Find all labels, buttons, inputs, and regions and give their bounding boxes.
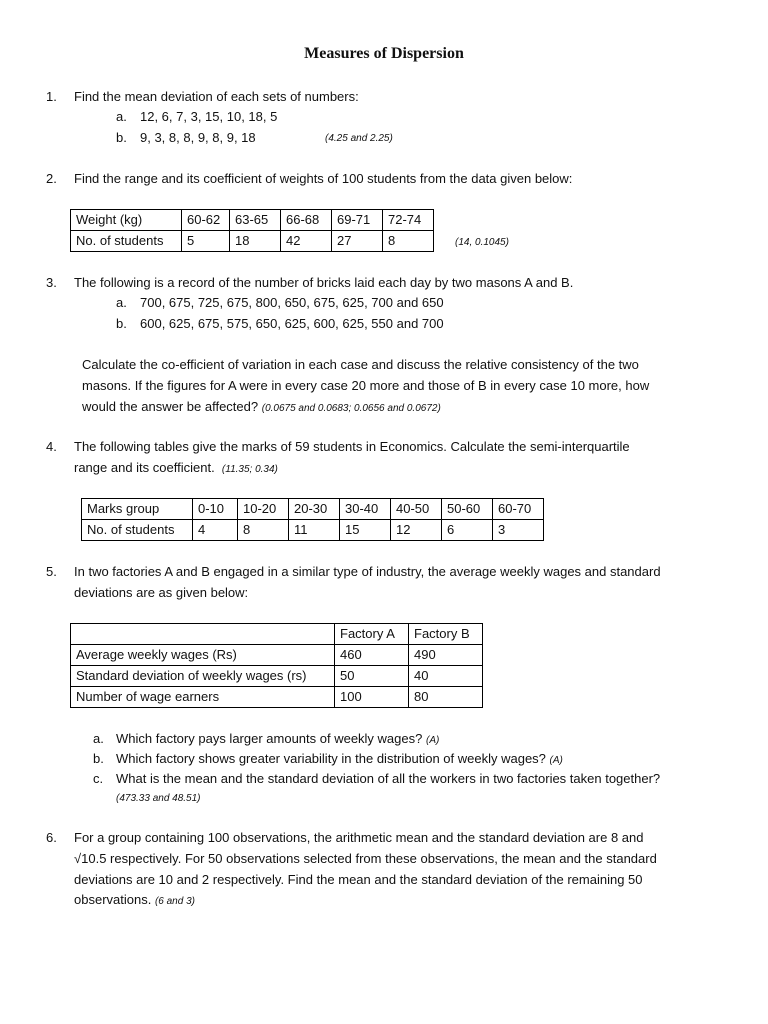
table-cell: 10-20 [238,499,289,520]
q4-line-2 [74,457,278,480]
q5-c-answer: (473.33 and 48.51) [116,793,201,804]
table-cell: 20-30 [289,499,340,520]
table-cell: 60-62 [182,210,230,231]
q5-b-label: b. [93,751,104,766]
table-cell: Factory B [409,624,483,645]
q6-answer: (6 and 3) [154,896,195,907]
table-cell: 50-60 [442,499,493,520]
q6-number: 6. [46,830,57,845]
table-cell: 27 [332,231,383,252]
q3-number: 3. [46,275,57,290]
q4-marks-table [81,498,544,541]
q3-b-text: 600, 625, 675, 575, 650, 625, 600, 625, 550 and 700 [140,316,444,331]
q1-a-text: 12, 6, 7, 3, 15, 10, 18, 5 [140,109,278,124]
table-cell: 8 [238,520,289,541]
table-cell: 40-50 [391,499,442,520]
q3-paragraph-text: would the answer be affected? [82,399,259,414]
table-cell: 50 [335,666,409,687]
table-row [82,499,544,520]
table-cell: No. of students [82,520,193,541]
q4-number: 4. [46,439,57,454]
q3-a-text: 700, 675, 725, 675, 800, 650, 675, 625, 700 and 650 [140,295,444,310]
q1-b-label: b. [116,130,127,145]
q3-paragraph-line-1: Calculate the co-efficient of variation in each case and discuss the relative consistency of the two [82,357,639,372]
table-cell: 15 [340,520,391,541]
table-cell: Weight (kg) [71,210,182,231]
q5-b-answer: (A) [549,755,563,766]
q3-text: The following is a record of the number of bricks laid each day by two masons A and B. [74,275,574,290]
table-row [71,666,483,687]
table-cell: 18 [230,231,281,252]
q6-line-4-text: observations. [74,892,152,907]
q5-a-answer: (A) [425,735,440,746]
q5-c-label: c. [93,771,104,786]
q2-number: 2. [46,171,57,186]
table-cell: No. of students [71,231,182,252]
q5-factory-table [70,623,483,708]
table-row [82,520,544,541]
q6-line-4 [74,889,195,912]
q1-a-label: a. [116,109,127,124]
q6-line-2: √10.5 respectively. For 50 observations selected from these observations, the mean and the standard [74,851,657,866]
table-cell: 490 [409,645,483,666]
table-cell: Average weekly wages (Rs) [71,645,335,666]
q1-number: 1. [46,89,57,104]
table-cell: 40 [409,666,483,687]
q4-line-1: The following tables give the marks of 59 students in Economics. Calculate the semi-interquartile [74,439,630,454]
table-cell: 72-74 [383,210,434,231]
q5-a-label: a. [93,731,104,746]
q2-weight-table [70,209,434,252]
q1-text: Find the mean deviation of each sets of numbers: [74,89,359,104]
q3-answer: (0.0675 and 0.0683; 0.0656 and 0.0672) [261,403,441,414]
table-cell: Marks group [82,499,193,520]
table-cell [71,624,335,645]
table-cell: 12 [391,520,442,541]
q5-number: 5. [46,564,57,579]
table-row [71,231,434,252]
table-cell: Number of wage earners [71,687,335,708]
q5-a-text: Which factory pays larger amounts of weekly wages? [116,731,423,746]
table-row [71,645,483,666]
table-cell: 460 [335,645,409,666]
table-cell: 69-71 [332,210,383,231]
page-title: Measures of Dispersion [304,45,464,62]
table-cell: Standard deviation of weekly wages (rs) [71,666,335,687]
q3-paragraph-line-2: masons. If the figures for A were in every case 20 more and those of B in every case 10 more, how [82,378,650,393]
table-cell: 80 [409,687,483,708]
q6-line-3: deviations are 10 and 2 respectively. Find the mean and the standard deviation of the remaining 50 [74,872,643,887]
table-cell: 66-68 [281,210,332,231]
q3-a-label: a. [116,295,127,310]
q2-text: Find the range and its coefficient of weights of 100 students from the data given below: [74,171,573,186]
table-cell: 42 [281,231,332,252]
table-cell: 0-10 [193,499,238,520]
q1-b-text: 9, 3, 8, 8, 9, 8, 9, 18 [140,130,256,145]
table-cell: 11 [289,520,340,541]
table-cell: 63-65 [230,210,281,231]
table-row [71,624,483,645]
q6-line-1: For a group containing 100 observations, the arithmetic mean and the standard deviation are 8 and [74,830,644,845]
q5-line-2: deviations are as given below: [74,585,249,600]
q5-c-text: What is the mean and the standard deviation of all the workers in two factories taken together? [116,771,661,786]
q5-b-text: Which factory shows greater variability in the distribution of weekly wages? [116,751,546,766]
q3-b-label: b. [116,316,127,331]
table-cell: 6 [442,520,493,541]
table-cell: 3 [493,520,544,541]
table-cell: 60-70 [493,499,544,520]
table-cell: 30-40 [340,499,391,520]
table-cell: 4 [193,520,238,541]
table-row [71,210,434,231]
q4-line-2-text: range and its coefficient. [74,460,215,475]
table-cell: 100 [335,687,409,708]
q4-answer: (11.35; 0.34) [221,464,278,475]
q2-answer: (14, 0.1045) [455,237,509,248]
q3-paragraph-line-3 [82,396,441,419]
q1-answer: (4.25 and 2.25) [325,133,393,144]
table-cell: Factory A [335,624,409,645]
table-row [71,687,483,708]
table-cell: 5 [182,231,230,252]
table-cell: 8 [383,231,434,252]
q5-line-1: In two factories A and B engaged in a similar type of industry, the average weekly wages and standard [74,564,661,579]
